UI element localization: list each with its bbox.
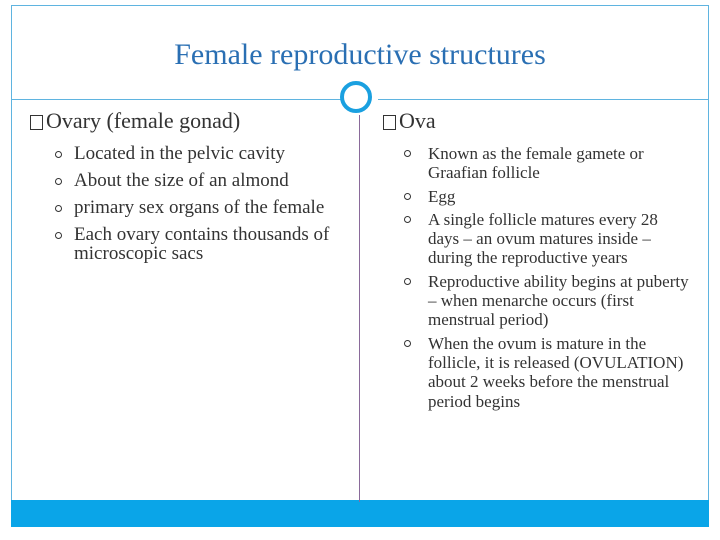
title-rule-left: [11, 99, 341, 100]
list-item: [30, 225, 330, 263]
circle-bullet-icon: [404, 216, 411, 223]
list-item: [30, 171, 330, 190]
circle-bullet-icon: [55, 151, 62, 158]
right-bullet-list: [383, 144, 693, 411]
list-item-text: When the ovum is mature in the follicle, it is released (OVULATION) about 2 weeks before the menstrual period begins: [428, 333, 684, 411]
right-heading-text: Ova: [399, 108, 436, 133]
checkbox-bullet-icon: [383, 115, 396, 130]
left-bullet-list: [30, 144, 330, 263]
circle-bullet-icon: [55, 232, 62, 239]
list-item-text: primary sex organs of the female: [74, 197, 325, 218]
right-heading: [383, 108, 693, 134]
list-item-text: About the size of an almond: [74, 170, 289, 191]
circle-bullet-icon: [404, 340, 411, 347]
left-heading: [30, 108, 330, 134]
circle-bullet-icon: [404, 278, 411, 285]
list-item: [383, 187, 693, 206]
list-item: [383, 144, 693, 183]
list-item-text: A single follicle matures every 28 days – an ovum matures inside – during the reproductive years: [428, 209, 658, 268]
bottom-accent-bar: [11, 500, 709, 527]
list-item-text: Known as the female gamete or Graafian follicle: [428, 144, 644, 183]
list-item: [30, 198, 330, 217]
list-item: [383, 272, 693, 330]
column-divider: [359, 115, 360, 502]
list-item-text: Reproductive ability begins at puberty – when menarche occurs (first menstrual period): [428, 271, 689, 330]
list-item-text: Each ovary contains thousands of microscopic sacs: [74, 224, 330, 264]
slide-title: Female reproductive structures: [174, 38, 546, 71]
list-item: [383, 210, 693, 268]
checkbox-bullet-icon: [30, 115, 43, 130]
left-column: [30, 108, 330, 271]
list-item: [383, 334, 693, 411]
title-rule-right: [378, 99, 709, 100]
list-item-text: Located in the pelvic cavity: [74, 143, 286, 164]
circle-bullet-icon: [55, 205, 62, 212]
list-item-text: Egg: [428, 186, 456, 206]
list-item: [30, 144, 330, 163]
right-column: [383, 108, 693, 415]
left-heading-text: Ovary (female gonad): [46, 108, 241, 133]
divider-circle: [340, 81, 372, 113]
circle-bullet-icon: [55, 178, 62, 185]
circle-bullet-icon: [404, 193, 411, 200]
circle-bullet-icon: [404, 150, 411, 157]
